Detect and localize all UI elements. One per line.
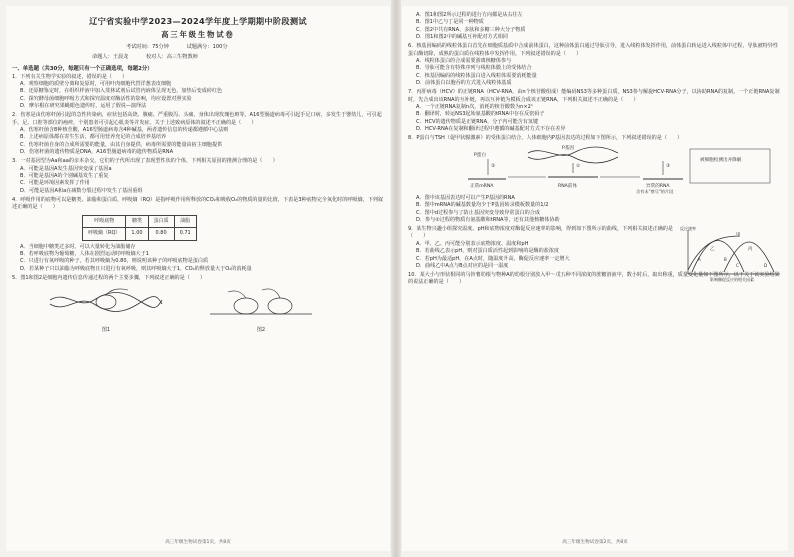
question-3 [6, 158, 390, 195]
question-4-stem: 4．呼吸作用的底物可以是糖类、油脂和蛋白质，呼吸熵（RQ）是指呼吸作用所释放的CO₂和吸收O₂的物质的量的比值，下表是3种底物完全氧化时的呼吸熵，下列叙述正确的是（ ） [12, 196, 383, 211]
question-1-option-a: A．观察细胞的质壁分离和复原时，可用叶肉细胞代替洋葱表皮细胞 [20, 81, 172, 87]
question-8-option-b: B．图中mRNA的碱基数量均少于P基因转录模板数量的1/2 [416, 202, 549, 209]
question-5-option-a: A．图1和图2所示过程的进行方向都是从右往左 [416, 12, 523, 18]
question-2-stem: 2．伤寒是由伤寒杆菌引起的急性传染病，症状包括高烧、腹痛、严重腹泻、头痛、身体出现玫瑰色斑等。A16型肠道病毒可引起手足口病，多发生于婴幼儿，可引起手、足、口腔等部位的疱疹，个别患者可引起心肌炎等并发症。关于上述致病原体的叙述不正确的是（ ） [12, 112, 382, 126]
enzyme-rate-graph [680, 226, 784, 284]
page-footer: 高三年级生物试卷第2页，共8页 [562, 540, 628, 545]
page-footer: 高三年级生物试卷第1页，共8页 [165, 540, 231, 545]
gene-expression-svg [408, 145, 778, 193]
question-5-option-c: C．图2中共有RNA、多肽和多糖三种大分子物质 [416, 26, 526, 33]
question-8-options [402, 195, 788, 225]
transcription-diagram [46, 286, 166, 320]
question-6-stem: 6．核基因编码的线粒体蛋白首先在细胞质基质中合成前体蛋白，这种前体蛋白通过导肽引导，进入线粒体发挥作用，前体蛋白转运进入线粒体中过程，导肽被特异性蛋白酶切除，成熟的蛋白质在线粒体中发挥作用。下列叙述错误的是（ ） [408, 43, 778, 57]
gene-expression-diagram [408, 145, 782, 193]
question-7 [402, 89, 788, 133]
question-7-option-a: A．一个正链RNA复制n次，消耗的核苷酸数为n×2ⁿ [416, 104, 533, 111]
exam-score: 试题满分：100分 [186, 44, 228, 50]
question-4-option-c: C．只进行有氧呼吸的种子，若其呼吸熵为0.80，则说明该种子的呼吸底物是蛋白质 [20, 258, 209, 265]
figures-row [46, 286, 390, 333]
question-3-option-b: B．可能是基因A的个别碱基发生了重复 [20, 173, 109, 180]
exam-proofreader: 校对人：高三生物教师 [145, 54, 198, 60]
question-4 [6, 197, 390, 273]
exam-subtitle: 高三年级生物试卷 [161, 30, 235, 39]
exam-author: 命题人：王晨龙 [92, 54, 129, 60]
table-row [83, 228, 197, 240]
label-p-gene: P基因 [562, 145, 574, 151]
question-6-option-b: B．导肽可能含有特殊序列与线粒体膜上的受体结合 [416, 65, 532, 72]
label-abnormal-rna: 异常的RNA [646, 183, 670, 189]
question-8-stem: 8．P蛋白与TSH（促甲状腺激素）的受体蛋白结合，人体细胞内P基因表达的过程如下图所示，下列叙述错误的是（ ） [408, 135, 683, 142]
label-unspliced: 含有未"剪尽"的片段 [636, 188, 674, 194]
label-normal-mrna: 正常mRNA [470, 183, 494, 189]
question-8-option-a: A．图中该基因表达时可以产生P基因的RNA [416, 194, 515, 201]
question-1-stem: 1．下列有关生物学实验的叙述，错误的是（ ） [12, 73, 128, 80]
question-1-option-d: D．摩尔根在研究果蝇眼色遗传时，运用了假说—演绎法 [20, 103, 147, 110]
table-header-cell: 蛋白质 [148, 215, 174, 227]
question-2 [6, 112, 390, 156]
question-1-option-c: C．探究酵母菌细胞呼吸方式和探究温度对酶活性的影响，均应设置对照实验 [20, 95, 192, 102]
question-4-option-b: B．若呼吸底物为葡萄糖，人体在剧烈运动时呼吸熵大于1 [20, 250, 149, 257]
table-header-cell: 油脂 [174, 215, 196, 227]
question-5-stem: 5．图1和图2是细胞内遗传信息传递过程的两个主要步骤，下列叙述正确的是（ ） [12, 274, 206, 281]
question-7-option-c: C．HCV的遗传物质是正链RNA，分子内可能含有氢键 [416, 118, 539, 125]
question-6-option-a: A．线粒体蛋白的合成需要游离核糖体参与 [416, 58, 512, 65]
table-cell: 0.71 [174, 228, 196, 240]
exam-meta-authors [6, 53, 390, 60]
question-7-option-d: D．HCV-RNA在复制和翻译过程中遵循的碱基配对方式不存在差异 [416, 126, 566, 133]
question-2-option-c: C．伤寒杆菌自身的合成所需要的能量，由其自身提供，病毒所需要的能量由宿主细胞提供 [20, 141, 223, 148]
curve-label-a: 甲 [736, 232, 741, 238]
question-4-option-a: A．当细胞中糖类过多时，可以大量转化为油脂储存 [20, 243, 136, 250]
curve-label-c: 丙 [748, 246, 753, 252]
table-header-cell: 糖类 [126, 215, 148, 227]
question-3-stem: 3．一对基因型为Aa和aa的亲本杂交，它们的子代所出现了表现型性状的个体，下列相关原因的推测合理的是（ ） [12, 158, 278, 165]
exam-title: 辽宁省实验中学2023—2024学年度上学期期中阶段测试 [89, 16, 307, 26]
point-label-c: C [736, 262, 739, 268]
right-page [402, 6, 788, 551]
question-4-option-d: D．若某种子只以油脂为呼吸底物且只进行有氧呼吸，则其呼吸熵大于1，CO₂的释放量大于O₂的消耗量 [20, 265, 252, 272]
question-5-option-b: B．图1中乙与丁是同一种物质 [416, 19, 484, 26]
label-rna-precursor: RNA前体 [558, 183, 577, 189]
table-cell: 1.00 [126, 228, 148, 240]
left-page [6, 6, 390, 551]
translation-diagram [206, 286, 316, 320]
question-2-option-b: B．上述病原体都在寄生生活，都可用营养充足的合成培养基培养 [20, 134, 167, 141]
question-5 [6, 275, 390, 282]
table-cell: 呼吸熵（RQ） [83, 228, 126, 240]
question-6-option-c: C．核基因编码的线粒体蛋白进入线粒体需要消耗能量 [416, 72, 537, 79]
question-2-option-d: D．伤寒杆菌的遗传物质是DNA，A16型肠道病毒的遗传物质是RNA [20, 149, 174, 156]
figure-1-caption: 图1 [101, 327, 111, 334]
figure-2-caption: 图2 [256, 327, 266, 334]
question-10-stem: 10．某大小与形状相同的马铃薯幼根与物种A的幼根分别放入甲～戊五种不同浓度的蔗糖溶液中，数小时后，取出称重，质量变化量如下图所示，以下关于该实验结果的说法正确的是（ ） [408, 271, 780, 286]
section-heading: 一、单选题（共30分，每题只有一个正确选项，每题2分） [12, 66, 153, 72]
graph-y-label: 反应速率 [680, 225, 696, 231]
question-8-option-c: C．图中d过程参与了防止基因突变导致异常蛋白的合成 [416, 209, 540, 216]
table-header-cell: 呼吸底物 [83, 215, 126, 227]
curve-label-b: 乙 [710, 246, 715, 252]
question-9-stem: 9．某生物兴趣小组探究温度、pH和底物浓度对酶促反应速率的影响，得到如下图所示的曲线，下列相关叙述正确的是（ ） [408, 225, 673, 240]
question-2-option-a: A．伤寒杆菌含8种核苷酸，A16型肠道病毒含4种碱基，两者遗传信息的传递都遵循中心法则 [20, 127, 229, 134]
question-7-option-b: B．翻译时，转运NS3起始氨基酸的tRNA中存在反密码子 [416, 111, 545, 118]
question-1 [6, 74, 390, 111]
label-degraded: 被细胞检测出并降解 [700, 157, 742, 163]
graph-x-label: 影响酶促反应的相关因素 [710, 276, 754, 282]
question-6 [402, 43, 788, 87]
figure-2 [206, 286, 316, 333]
point-label-d: D [764, 262, 768, 268]
label-step-2: ② [491, 163, 496, 169]
question-6-option-d: D．前体蛋白以胞吞的方式进入线粒体基质 [416, 80, 512, 87]
table-header-row [83, 215, 197, 227]
exam-time: 考试时间：75分钟 [126, 44, 169, 50]
question-7-stem: 7．丙肝病毒（HCV）的正链RNA（HCV-RNA，由n个核苷酸组成）能编码NS3等多种蛋白质，NS3参与解旋HCV-RNA分子，以协助RNA的复制。一个正链RNA复制时，先合成出该RNA的互补链，再以互补链为模板合成该正链RNA，下列相关叙述不正确的是（ ） [408, 89, 780, 103]
question-9-option-d: D．曲线乙中A点与B点对应的是同一温度 [416, 262, 509, 269]
point-label-b: B [724, 256, 727, 262]
question-9-option-b: B．若曲线乙表示pH，则对蛋白质活性起到影响的是酶的盐浓度 [416, 248, 559, 255]
respiratory-quotient-table [82, 215, 197, 241]
question-1-option-b: B．还原糖鉴定时，在组织样液中加入斐林试剂后试管内液体呈现无色，加热后变成砖红色 [20, 88, 223, 95]
question-3-option-c: C．可能是环境因素发挥了作用 [20, 180, 90, 187]
question-8-option-d: D．参与②过程的物质有氨基酸和tRNA等，还有其他核糖体协助 [416, 216, 560, 223]
label-step-1: ① [576, 163, 581, 169]
table-cell: 0.80 [148, 228, 174, 240]
label-step-3: ③ [666, 163, 671, 169]
figure-1 [46, 286, 166, 333]
point-label-a: A [698, 256, 701, 262]
question-9-option-c: C．若pH为最适pH，在A点时，随温度升高，酶促反应速率一定增大 [416, 255, 570, 262]
label-p-protein: P蛋白 [474, 152, 486, 158]
exam-meta-time [6, 43, 390, 50]
question-5-option-d: D．图1和图2中的碱基互补配对方式相同 [416, 34, 508, 41]
question-3-option-a: A．可能是基因A发生基因突变成了基因a [20, 165, 112, 172]
question-9-option-a: A．甲、乙、丙可能分别表示底物浓度、温度和pH [416, 240, 529, 247]
question-3-option-d: D．可能是基因A和a在减数分裂过程中发生了基因重组 [20, 187, 143, 194]
question-8 [402, 135, 788, 142]
page-fold [391, 0, 401, 557]
question-5-options [402, 12, 788, 42]
